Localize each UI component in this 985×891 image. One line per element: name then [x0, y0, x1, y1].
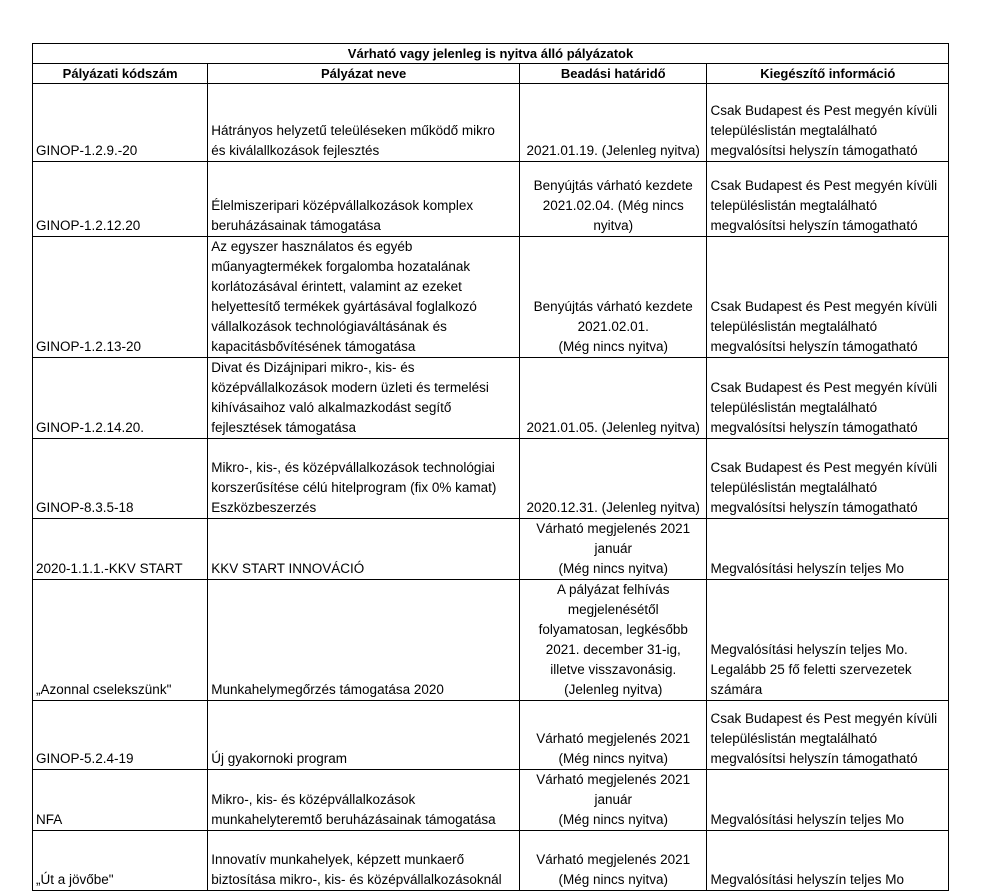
table-title-row — [33, 44, 949, 64]
cell-code: GINOP-5.2.4-19 — [33, 701, 208, 770]
cell-code: NFA — [33, 770, 208, 831]
cell-name: Munkahelymegőrzés támogatása 2020 — [208, 580, 520, 701]
table-row — [33, 358, 949, 439]
cell-deadline: 2021.01.19. (Jelenleg nyitva) — [520, 84, 707, 162]
cell-code: GINOP-1.2.12.20 — [33, 162, 208, 237]
cell-code: „Azonnal cselekszünk" — [33, 580, 208, 701]
cell-name: Új gyakornoki program — [208, 701, 520, 770]
cell-name: KKV START INNOVÁCIÓ — [208, 519, 520, 580]
cell-info: Megvalósítási helyszín teljes Mo — [707, 831, 949, 891]
tenders-table — [32, 43, 949, 891]
cell-deadline: 2021.01.05. (Jelenleg nyitva) — [520, 358, 707, 439]
cell-name: Mikro-, kis- és középvállalkozások munkahelyteremtő beruházásainak támogatása — [208, 770, 520, 831]
cell-info: Csak Budapest és Pest megyén kívüli településlistán megtalálható megvalósítsi helyszín támogatható — [707, 237, 949, 358]
cell-code: 2020-1.1.1.-KKV START — [33, 519, 208, 580]
table-row — [33, 162, 949, 237]
cell-name: Az egyszer használatos és egyéb műanyagtermékek forgalomba hozatalának korlátozásával érintett, valamint az ezeket helyettesítő termékek gyártásával foglalkozó vállalkozások technológiaváltásának és kapacitásbővítésének támogatása — [208, 237, 520, 358]
cell-info: Megvalósítási helyszín teljes Mo. Legalább 25 fő feletti szervezetek számára — [707, 580, 949, 701]
cell-name: Élelmiszeripari középvállalkozások komplex beruházásainak támogatása — [208, 162, 520, 237]
cell-deadline: Várható megjelenés 2021 január (Még nincs nyitva) — [520, 770, 707, 831]
cell-info: Csak Budapest és Pest megyén kívüli településlistán megtalálható megvalósítsi helyszín támogatható — [707, 701, 949, 770]
table-header-row — [33, 64, 949, 84]
cell-info: Csak Budapest és Pest megyén kívüli településlistán megtalálható megvalósítsi helyszín támogatható — [707, 439, 949, 519]
header-name: Pályázat neve — [208, 64, 520, 84]
cell-code: GINOP-8.3.5-18 — [33, 439, 208, 519]
table-row — [33, 519, 949, 580]
cell-info: Megvalósítási helyszín teljes Mo — [707, 770, 949, 831]
table-row — [33, 84, 949, 162]
cell-deadline: Benyújtás várható kezdete 2021.02.04. (Még nincs nyitva) — [520, 162, 707, 237]
table-row — [33, 237, 949, 358]
cell-deadline: Várható megjelenés 2021 (Még nincs nyitva) — [520, 701, 707, 770]
header-deadline: Beadási határidő — [520, 64, 707, 84]
cell-deadline: Várható megjelenés 2021 (Még nincs nyitva) — [520, 831, 707, 891]
table-row — [33, 831, 949, 891]
cell-info: Csak Budapest és Pest megyén kívüli településlistán megtalálható megvalósítsi helyszín támogatható — [707, 358, 949, 439]
cell-deadline: Várható megjelenés 2021 január (Még nincs nyitva) — [520, 519, 707, 580]
cell-code: „Út a jövőbe" — [33, 831, 208, 891]
cell-info: Csak Budapest és Pest megyén kívüli településlistán megtalálható megvalósítsi helyszín támogatható — [707, 162, 949, 237]
table-row — [33, 701, 949, 770]
cell-name: Innovatív munkahelyek, képzett munkaerő biztosítása mikro-, kis- és középvállalkozásoknál — [208, 831, 520, 891]
cell-deadline: 2020.12.31. (Jelenleg nyitva) — [520, 439, 707, 519]
cell-code: GINOP-1.2.9.-20 — [33, 84, 208, 162]
table-row — [33, 580, 949, 701]
cell-deadline: A pályázat felhívás megjelenésétől folyamatosan, legkésőbb 2021. december 31-ig, illetve visszavonásig. (Jelenleg nyitva) — [520, 580, 707, 701]
cell-info: Csak Budapest és Pest megyén kívüli településlistán megtalálható megvalósítsi helyszín támogatható — [707, 84, 949, 162]
table-title: Várható vagy jelenleg is nyitva álló pályázatok — [33, 44, 949, 64]
table-row — [33, 770, 949, 831]
cell-name: Mikro-, kis-, és középvállalkozások technológiai korszerűsítése célú hitelprogram (fix 0% kamat) Eszközbeszerzés — [208, 439, 520, 519]
cell-code: GINOP-1.2.14.20. — [33, 358, 208, 439]
header-info: Kiegészítő információ — [707, 64, 949, 84]
cell-deadline: Benyújtás várható kezdete 2021.02.01. (Még nincs nyitva) — [520, 237, 707, 358]
cell-code: GINOP-1.2.13-20 — [33, 237, 208, 358]
table-row — [33, 439, 949, 519]
header-code: Pályázati kódszám — [33, 64, 208, 84]
cell-name: Divat és Dizájnipari mikro-, kis- és középvállalkozások modern üzleti és termelési kihívásaihoz való alkalmazkodást segítő fejlesztések támogatása — [208, 358, 520, 439]
cell-info: Megvalósítási helyszín teljes Mo — [707, 519, 949, 580]
cell-name: Hátrányos helyzetű teleüléseken működő mikro és kiválallkozások fejlesztés — [208, 84, 520, 162]
